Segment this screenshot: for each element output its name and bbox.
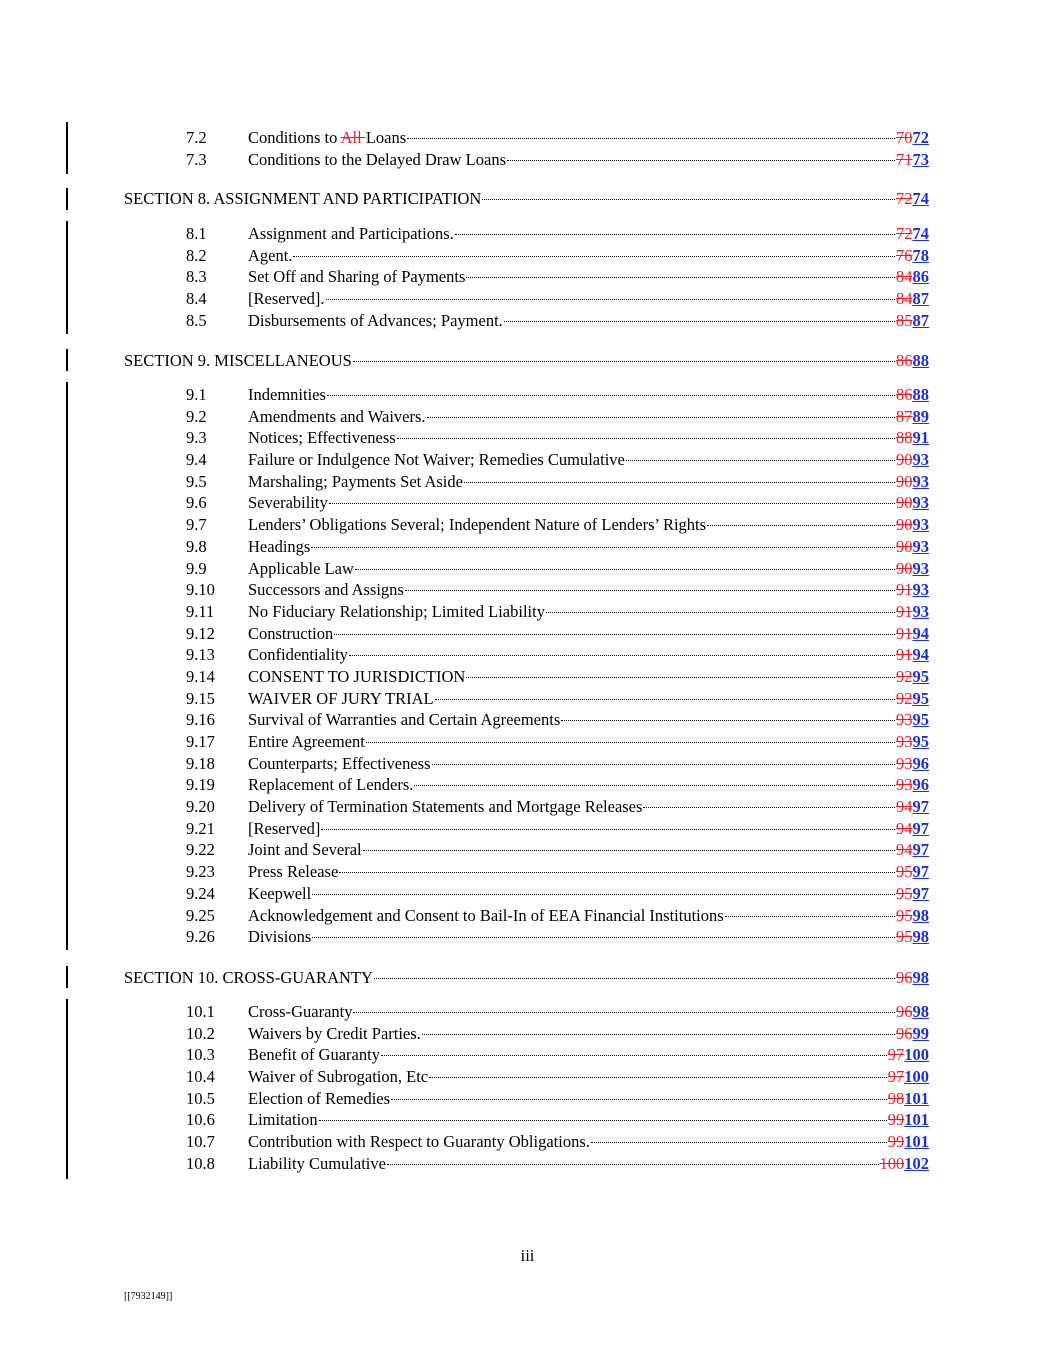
old-page-number: 94 — [896, 840, 913, 860]
toc-entry[interactable] — [0, 1001, 1055, 1023]
toc-entry-title: Headings — [248, 536, 311, 556]
toc-entry-number: 9.1 — [186, 385, 207, 404]
dot-leader — [504, 321, 895, 322]
old-page-number: 95 — [896, 862, 913, 882]
toc-group-section-8 — [0, 223, 1055, 331]
dot-leader — [381, 1055, 887, 1056]
toc-entry[interactable] — [0, 926, 1055, 948]
new-page-number[interactable]: 74 — [912, 189, 929, 208]
new-page-number[interactable]: 101 — [904, 1110, 929, 1130]
old-page-number: 93 — [896, 753, 913, 773]
dot-leader — [435, 699, 895, 700]
toc-entry-number: 9.13 — [186, 645, 215, 665]
toc-entry-number: 9.26 — [186, 927, 215, 947]
old-page-number: 96 — [896, 1002, 913, 1021]
toc-entry[interactable] — [0, 861, 1055, 883]
new-page-number[interactable]: 95 — [912, 688, 929, 708]
toc-entry-number: 9.25 — [186, 905, 215, 925]
dot-leader — [591, 1142, 887, 1143]
dot-leader — [326, 299, 895, 300]
toc-entry-title: Press Release — [248, 862, 339, 882]
old-page-number: 72 — [896, 224, 913, 243]
toc-entry[interactable] — [0, 406, 1055, 428]
toc-entry[interactable] — [0, 288, 1055, 310]
toc-entry-number: 10.4 — [186, 1067, 215, 1087]
new-page-number[interactable]: 87 — [912, 289, 929, 309]
dot-leader — [366, 742, 895, 743]
toc-entry[interactable] — [0, 1131, 1055, 1153]
toc-entry-title: Indemnities — [248, 385, 326, 404]
document-id: [[7932149]] — [124, 1291, 173, 1302]
toc-entry-number: 9.20 — [186, 797, 215, 817]
toc-entry-number: 9.10 — [186, 580, 215, 600]
toc-entry-title: Benefit of Guaranty — [248, 1045, 380, 1065]
toc-entry-number: 9.8 — [186, 536, 207, 556]
toc-entry-number: 8.2 — [186, 245, 207, 265]
toc-entry-title: Limitation — [248, 1110, 318, 1130]
dot-leader — [353, 361, 895, 362]
section-title: SECTION 10. CROSS-GUARANTY — [124, 968, 373, 987]
dot-leader — [374, 978, 895, 979]
dot-leader — [427, 417, 895, 418]
dot-leader — [422, 1034, 895, 1035]
dot-leader — [327, 395, 895, 396]
old-page-number: 96 — [896, 968, 913, 987]
new-page-number[interactable]: 93 — [912, 536, 929, 556]
toc-entry[interactable] — [0, 666, 1055, 688]
dot-leader — [707, 525, 895, 526]
toc-entry[interactable] — [0, 623, 1055, 645]
new-page-number[interactable]: 100 — [904, 1067, 929, 1087]
dot-leader — [725, 916, 895, 917]
old-page-number: 90 — [896, 536, 913, 556]
dot-leader — [339, 872, 895, 873]
toc-entry[interactable] — [0, 1066, 1055, 1088]
toc-entry[interactable] — [0, 245, 1055, 267]
toc-entry-number: 10.3 — [186, 1045, 215, 1065]
new-page-number[interactable]: 88 — [912, 385, 929, 404]
toc-entry-number: 8.5 — [186, 310, 207, 330]
toc-entry-title: Assignment and Participations. — [248, 224, 454, 243]
old-page-number: 98 — [887, 1088, 905, 1108]
toc-entry-title: Severability — [248, 493, 328, 513]
toc-entry-number: 9.12 — [186, 623, 215, 643]
dot-leader — [455, 234, 895, 235]
dot-leader — [507, 160, 895, 161]
old-page-number: 93 — [896, 710, 913, 730]
toc-entry-number: 7.3 — [186, 149, 207, 169]
old-page-number: 90 — [896, 471, 913, 491]
toc-entry-title: Cross-Guaranty — [248, 1002, 353, 1021]
toc-entry-title: Applicable Law — [248, 558, 354, 578]
old-page-number: 97 — [887, 1045, 905, 1065]
toc-entry-number: 9.14 — [186, 666, 215, 686]
toc-entry-number: 7.2 — [186, 128, 207, 147]
toc-entry-number: 9.21 — [186, 818, 215, 838]
dot-leader — [466, 677, 895, 678]
toc-entry-title: Successors and Assigns — [248, 580, 404, 600]
old-page-number: 99 — [887, 1132, 905, 1152]
new-page-number[interactable]: 91 — [912, 428, 929, 448]
toc-entry-number: 9.6 — [186, 493, 207, 513]
old-page-number: 95 — [896, 883, 913, 903]
toc-entry[interactable] — [0, 223, 1055, 245]
toc-entry-number: 8.4 — [186, 289, 207, 309]
old-page-number: 96 — [896, 1023, 913, 1043]
toc-entry-title: Entire Agreement — [248, 732, 365, 751]
dot-leader — [561, 720, 895, 721]
new-page-number[interactable]: 101 — [904, 1132, 929, 1152]
new-page-number[interactable]: 102 — [904, 1153, 929, 1173]
toc-entry[interactable] — [0, 1088, 1055, 1110]
dot-leader — [353, 1012, 895, 1013]
toc-section-heading[interactable] — [0, 188, 1055, 210]
old-page-number: 92 — [896, 688, 913, 708]
toc-entry-number: 9.18 — [186, 753, 215, 773]
toc-entry[interactable] — [0, 310, 1055, 332]
toc-entry[interactable] — [0, 1153, 1055, 1175]
new-page-number[interactable]: 95 — [912, 710, 929, 730]
dot-leader — [319, 1120, 887, 1121]
toc-entry[interactable] — [0, 818, 1055, 840]
toc-group-section-10 — [0, 1001, 1055, 1175]
old-page-number: 93 — [896, 732, 913, 751]
toc-group-section-9 — [0, 384, 1055, 948]
new-page-number[interactable]: 97 — [912, 862, 929, 882]
toc-entry[interactable] — [0, 1044, 1055, 1066]
toc-entry-title: Survival of Warranties and Certain Agreements — [248, 710, 561, 730]
toc-entry-title: Delivery of Termination Statements and Mortgage Releases — [248, 797, 643, 817]
old-page-number: 90 — [896, 493, 913, 513]
new-page-number[interactable]: 100 — [904, 1045, 929, 1065]
toc-entry[interactable] — [0, 839, 1055, 861]
toc-entry-number: 10.8 — [186, 1153, 215, 1173]
toc-entry-title: Contribution with Respect to Guaranty Obligations. — [248, 1132, 590, 1152]
toc-entry-number: 10.6 — [186, 1110, 215, 1130]
old-page-number: 84 — [896, 267, 913, 287]
toc-entry-title: [Reserved]. — [248, 289, 325, 309]
dot-leader — [349, 655, 895, 656]
toc-entry-title: Waiver of Subrogation, Etc — [248, 1067, 429, 1087]
toc-entry-title: Marshaling; Payments Set Aside — [248, 471, 463, 491]
new-page-number[interactable]: 93 — [912, 493, 929, 513]
toc-entry-number: 10.2 — [186, 1023, 215, 1043]
new-page-number[interactable]: 99 — [912, 1023, 929, 1043]
new-page-number[interactable]: 73 — [912, 149, 929, 169]
dot-leader — [405, 590, 895, 591]
new-page-number[interactable]: 93 — [912, 558, 929, 578]
toc-entry-title: [Reserved] — [248, 818, 321, 838]
new-page-number[interactable]: 97 — [912, 797, 929, 817]
old-page-number: 72 — [896, 189, 913, 208]
new-page-number[interactable]: 98 — [912, 968, 929, 987]
dot-leader — [363, 850, 895, 851]
new-page-number[interactable]: 101 — [904, 1088, 929, 1108]
toc-entry-title: Set Off and Sharing of Payments — [248, 267, 466, 287]
toc-entry-title: Keepwell — [248, 883, 312, 903]
toc-entry-title: Waivers by Credit Parties. — [248, 1023, 421, 1043]
old-page-number: 91 — [896, 580, 913, 600]
dot-leader — [626, 460, 895, 461]
toc-entry[interactable] — [0, 601, 1055, 623]
old-page-number: 71 — [896, 149, 913, 169]
dot-leader — [334, 634, 895, 635]
toc-entry[interactable] — [0, 883, 1055, 905]
toc-entry[interactable] — [0, 449, 1055, 471]
toc-entry-title: Disbursements of Advances; Payment. — [248, 310, 503, 330]
toc-entry-number: 10.5 — [186, 1088, 215, 1108]
old-page-number: 91 — [896, 645, 913, 665]
toc-entry-title: Notices; Effectiveness — [248, 428, 396, 448]
dot-leader — [414, 785, 895, 786]
dot-leader — [387, 1164, 879, 1165]
toc-entry-title: CONSENT TO JURISDICTION — [248, 666, 466, 686]
dot-leader — [391, 1099, 887, 1100]
old-page-number: 90 — [896, 558, 913, 578]
old-page-number: 86 — [896, 385, 913, 404]
toc-entry[interactable] — [0, 644, 1055, 666]
toc-entry-title: Lenders’ Obligations Several; Independent Nature of Lenders’ Rights — [248, 515, 707, 535]
toc-entry[interactable] — [0, 427, 1055, 449]
toc-entry-number: 8.1 — [186, 224, 207, 243]
toc-entry[interactable] — [0, 905, 1055, 927]
new-page-number[interactable]: 98 — [912, 1002, 929, 1021]
new-page-number[interactable]: 88 — [912, 351, 929, 370]
new-page-number[interactable]: 97 — [912, 840, 929, 860]
old-page-number: 97 — [887, 1067, 905, 1087]
toc-entry-number: 9.2 — [186, 406, 207, 426]
dot-leader — [312, 937, 895, 938]
toc-entry-number: 9.23 — [186, 862, 215, 882]
toc-entry-number: 9.7 — [186, 515, 207, 535]
toc-entry-title: Failure or Indulgence Not Waiver; Remedies Cumulative — [248, 450, 625, 470]
toc-entry[interactable] — [0, 774, 1055, 796]
old-page-number: 94 — [896, 797, 913, 817]
toc-entry-title: Divisions — [248, 927, 312, 947]
old-page-number: 92 — [896, 666, 913, 686]
toc-section-heading[interactable] — [0, 350, 1055, 372]
toc-entry-title: Agent. — [248, 245, 293, 265]
toc-entry[interactable] — [0, 492, 1055, 514]
toc-entry-title: No Fiduciary Relationship; Limited Liability — [248, 601, 545, 621]
toc-entry-number: 9.19 — [186, 775, 215, 795]
old-page-number: 95 — [896, 927, 913, 947]
new-page-number[interactable]: 93 — [912, 580, 929, 600]
new-page-number[interactable]: 78 — [912, 245, 929, 265]
toc-entry-title: Amendments and Waivers. — [248, 406, 426, 426]
old-page-number: 90 — [896, 450, 913, 470]
toc-entry[interactable] — [0, 266, 1055, 288]
new-page-number[interactable]: 93 — [912, 471, 929, 491]
section-title: SECTION 8. ASSIGNMENT AND PARTICIPATION — [124, 189, 482, 208]
toc-entry[interactable] — [0, 127, 1055, 149]
old-page-number: 84 — [896, 289, 913, 309]
toc-entry-title: WAIVER OF JURY TRIAL — [248, 688, 434, 708]
toc-entry[interactable] — [0, 579, 1055, 601]
toc-entry-number: 9.15 — [186, 688, 215, 708]
page-number: iii — [520, 1246, 535, 1265]
new-page-number[interactable]: 96 — [912, 775, 929, 795]
new-page-number[interactable]: 72 — [912, 128, 929, 147]
toc-entry[interactable] — [0, 384, 1055, 406]
old-page-number: 86 — [896, 351, 913, 370]
old-page-number: 91 — [896, 601, 913, 621]
toc-entry-number: 9.9 — [186, 558, 207, 578]
toc-entry-number: 10.7 — [186, 1132, 215, 1152]
new-page-number[interactable]: 87 — [912, 310, 929, 330]
toc-entry[interactable] — [0, 536, 1055, 558]
old-page-number: 99 — [887, 1110, 905, 1130]
toc-entry-number: 10.1 — [186, 1002, 215, 1021]
toc-entry-title: Counterparts; Effectiveness — [248, 753, 431, 773]
toc-entry[interactable] — [0, 471, 1055, 493]
new-page-number[interactable]: 95 — [912, 666, 929, 686]
toc-section-heading[interactable] — [0, 967, 1055, 989]
new-page-number[interactable]: 98 — [912, 927, 929, 947]
dot-leader — [312, 894, 895, 895]
toc-entry-title: Election of Remedies — [248, 1088, 391, 1108]
dot-leader — [643, 807, 895, 808]
toc-entry-number: 9.17 — [186, 732, 215, 751]
old-page-number: 93 — [896, 775, 913, 795]
new-page-number[interactable]: 97 — [912, 818, 929, 838]
deleted-text: All — [340, 128, 366, 147]
toc-entry-number: 9.22 — [186, 840, 215, 860]
toc-entry-title: Joint and Several — [248, 840, 362, 860]
toc-entry-number: 9.5 — [186, 471, 207, 491]
new-page-number[interactable]: 94 — [912, 623, 929, 643]
toc-entry[interactable] — [0, 1109, 1055, 1131]
toc-entry[interactable] — [0, 731, 1055, 753]
dot-leader — [464, 482, 895, 483]
new-page-number[interactable]: 97 — [912, 883, 929, 903]
dot-leader — [546, 612, 895, 613]
new-page-number[interactable]: 93 — [912, 515, 929, 535]
toc-entry-title: Replacement of Lenders. — [248, 775, 414, 795]
toc-entry-number: 9.3 — [186, 428, 207, 448]
toc-entry[interactable] — [0, 1023, 1055, 1045]
dot-leader — [397, 438, 895, 439]
toc-entry-title: Construction — [248, 623, 334, 643]
old-page-number: 88 — [896, 428, 913, 448]
old-page-number: 87 — [896, 406, 913, 426]
dot-leader — [429, 1077, 887, 1078]
old-page-number: 76 — [896, 245, 913, 265]
toc-entry[interactable] — [0, 688, 1055, 710]
section-title: SECTION 9. MISCELLANEOUS — [124, 351, 352, 370]
toc-entry-number: 9.24 — [186, 883, 215, 903]
new-page-number[interactable]: 98 — [912, 905, 929, 925]
dot-leader — [355, 569, 895, 570]
dot-leader — [482, 199, 895, 200]
toc-entry[interactable] — [0, 514, 1055, 536]
toc-entry-number: 9.4 — [186, 450, 207, 470]
toc-entry-number: 8.3 — [186, 267, 207, 287]
new-page-number[interactable]: 86 — [912, 267, 929, 287]
toc-entry[interactable] — [0, 796, 1055, 818]
new-page-number[interactable]: 93 — [912, 450, 929, 470]
new-page-number[interactable]: 93 — [912, 601, 929, 621]
toc-entry-number: 9.11 — [186, 601, 215, 621]
toc-entry-title: Acknowledgement and Consent to Bail-In of EEA Financial Institutions — [248, 905, 724, 925]
toc-entry-title: Conditions to All Loans — [248, 128, 407, 147]
dot-leader — [321, 829, 895, 830]
dot-leader — [329, 503, 895, 504]
toc-entry-title: Liability Cumulative — [248, 1153, 386, 1173]
toc-entry[interactable] — [0, 149, 1055, 171]
new-page-number[interactable]: 96 — [912, 753, 929, 773]
old-page-number: 70 — [896, 128, 913, 147]
new-page-number[interactable]: 94 — [912, 645, 929, 665]
old-page-number: 90 — [896, 515, 913, 535]
new-page-number[interactable]: 74 — [912, 224, 929, 243]
old-page-number: 91 — [896, 623, 913, 643]
toc-entry[interactable] — [0, 753, 1055, 775]
old-page-number: 94 — [896, 818, 913, 838]
dot-leader — [293, 256, 895, 257]
dot-leader — [311, 547, 895, 548]
new-page-number[interactable]: 95 — [912, 732, 929, 751]
old-page-number: 95 — [896, 905, 913, 925]
toc-entry[interactable] — [0, 709, 1055, 731]
new-page-number[interactable]: 89 — [912, 406, 929, 426]
dot-leader — [432, 764, 895, 765]
old-page-number: 100 — [879, 1153, 905, 1173]
dot-leader — [466, 277, 895, 278]
toc-entry-title: Confidentiality — [248, 645, 348, 665]
toc-entry-number: 9.16 — [186, 710, 215, 730]
toc-entry[interactable] — [0, 558, 1055, 580]
dot-leader — [407, 138, 895, 139]
old-page-number: 85 — [896, 310, 913, 330]
toc-entry-title: Conditions to the Delayed Draw Loans — [248, 149, 506, 169]
